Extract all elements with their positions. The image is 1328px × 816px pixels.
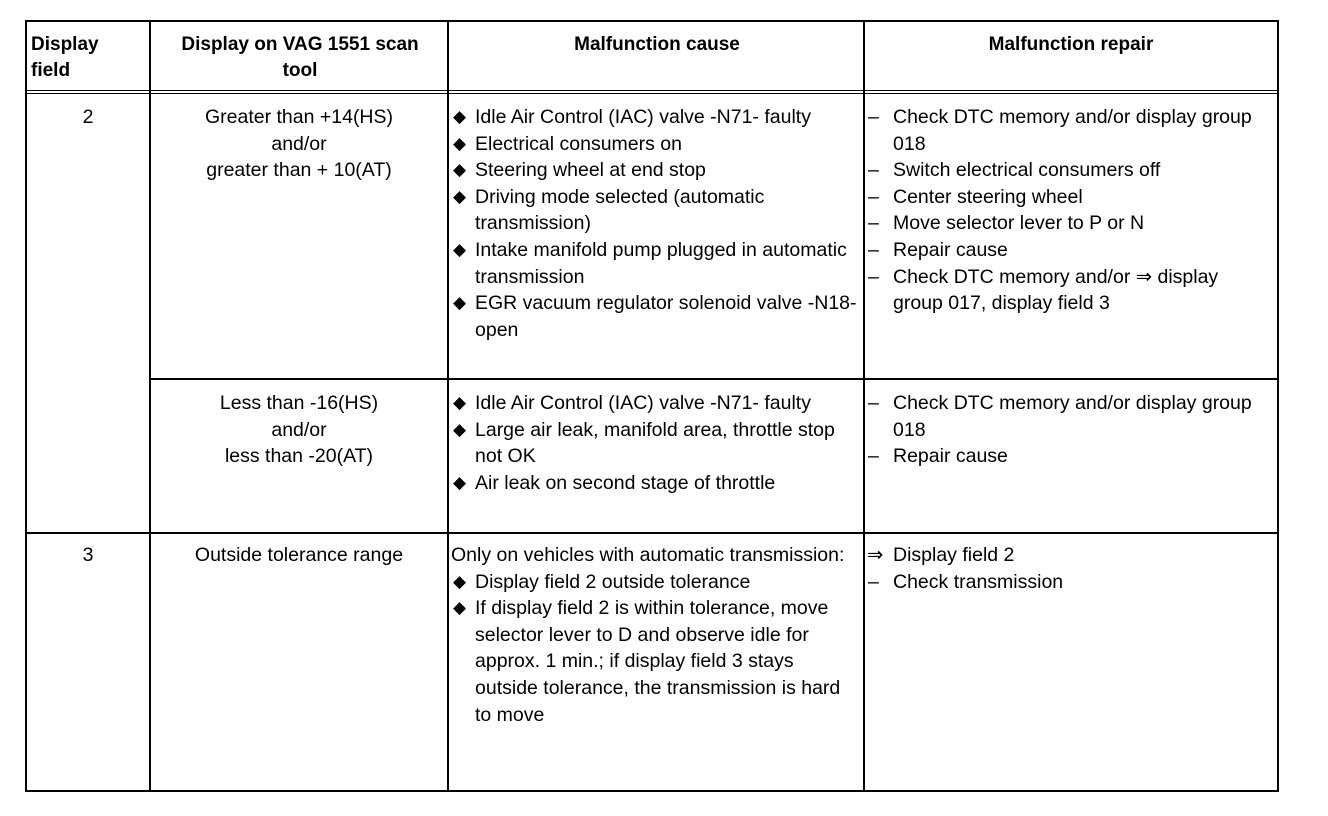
list-item [865, 264, 1265, 317]
list-item [865, 104, 1265, 157]
repair-text: Switch electrical consumers off [893, 159, 1161, 182]
row-divider-sub [149, 378, 1277, 380]
list-item [865, 210, 1265, 237]
repair-text: Check transmission [893, 570, 1064, 593]
repair-text: Check DTC memory and/or display group 018 [893, 106, 1252, 155]
repair-text: Repair cause [893, 238, 1008, 261]
row3-repairs [865, 542, 1265, 595]
row1-display-line-3: greater than + 10(AT) [206, 159, 392, 182]
header-display-field-text: Display field [31, 34, 99, 81]
cause-text: Driving mode selected (automatic transmission) [475, 185, 765, 235]
repair-text: Center steering wheel [893, 185, 1083, 208]
row2-display-line-1: Less than -16(HS) [219, 392, 379, 414]
cause-text: Air leak on second stage of throttle [475, 471, 776, 494]
row3-field-value: 3 [82, 544, 94, 566]
list-item [865, 542, 1265, 569]
header-display-on-scan-tool [151, 22, 449, 90]
cause-text: Steering wheel at end stop [475, 159, 706, 182]
list-item [451, 290, 859, 343]
list-item [865, 390, 1265, 443]
table-header-row [27, 22, 1277, 94]
list-item [451, 104, 859, 131]
row3-display-field [27, 542, 149, 569]
row3-cause-intro: Only on vehicles with automatic transmission: [451, 544, 845, 566]
row2-display-line-2: and/or [271, 418, 327, 441]
list-item [451, 184, 859, 237]
list-item [451, 470, 859, 497]
header-malfunction-cause-text: Malfunction cause [574, 34, 740, 55]
row1-field-value: 2 [82, 106, 94, 128]
row1-repairs [865, 104, 1265, 317]
repair-text: Repair cause [893, 445, 1008, 468]
repair-text: Move selector lever to P or N [893, 212, 1145, 235]
cause-text: Idle Air Control (IAC) valve -N71- faulty [475, 392, 811, 414]
list-item [865, 569, 1265, 596]
list-item [451, 417, 859, 470]
column-divider-2 [447, 22, 449, 790]
list-item [451, 237, 859, 290]
arrow-icon: ⇒ [867, 544, 884, 566]
list-item [451, 131, 859, 158]
row1-display-line-1: Greater than +14(HS) [204, 106, 394, 128]
cause-text: Idle Air Control (IAC) valve -N71- faulty [475, 106, 811, 128]
list-item [451, 157, 859, 184]
cause-text: Large air leak, manifold area, throttle stop not OK [475, 418, 835, 468]
row2-repairs [865, 390, 1265, 470]
row2-causes [451, 390, 859, 496]
header-display-field [31, 22, 149, 90]
header-malfunction-repair-text: Malfunction repair [988, 34, 1154, 55]
header-display-on-scan-tool-text: Display on VAG 1551 scan tool [181, 34, 419, 81]
header-malfunction-cause [449, 22, 865, 90]
cause-text: EGR vacuum regulator solenoid valve -N18- open [475, 292, 857, 341]
list-item [865, 184, 1265, 211]
repair-arrow-text: Display field 2 [893, 544, 1015, 566]
repair-text: Check DTC memory and/or ⇒ display group 017, display field 3 [893, 265, 1219, 315]
list-item [865, 157, 1265, 184]
header-malfunction-repair [865, 22, 1277, 90]
row3-causes [451, 542, 859, 728]
row3-display-value [151, 542, 447, 569]
list-item [865, 443, 1265, 470]
list-item [451, 390, 859, 417]
list-item [865, 237, 1265, 264]
row-divider-main [27, 532, 1277, 534]
row1-display-line-2: and/or [271, 132, 327, 155]
repair-text: Check DTC memory and/or display group 018 [893, 392, 1252, 441]
row2-display-value [151, 390, 447, 470]
diagnostic-table [25, 20, 1279, 792]
list-item [451, 595, 859, 728]
list-item [451, 569, 859, 596]
row1-display-value [151, 104, 447, 184]
row1-display-field [27, 104, 149, 131]
cause-text: If display field 2 is within tolerance, move selector lever to D and observe idle for approx. 1 min.; if display field 3 stays outside tolerance, the transmission is hard to move [475, 597, 841, 726]
cause-text: Electrical consumers on [475, 132, 682, 155]
row2-display-line-3: less than -20(AT) [224, 445, 374, 468]
row1-causes [451, 104, 859, 343]
cause-text: Display field 2 outside tolerance [475, 570, 751, 593]
cause-text: Intake manifold pump plugged in automatic transmission [475, 238, 847, 288]
row3-display-line-1: Outside tolerance range [194, 544, 404, 566]
